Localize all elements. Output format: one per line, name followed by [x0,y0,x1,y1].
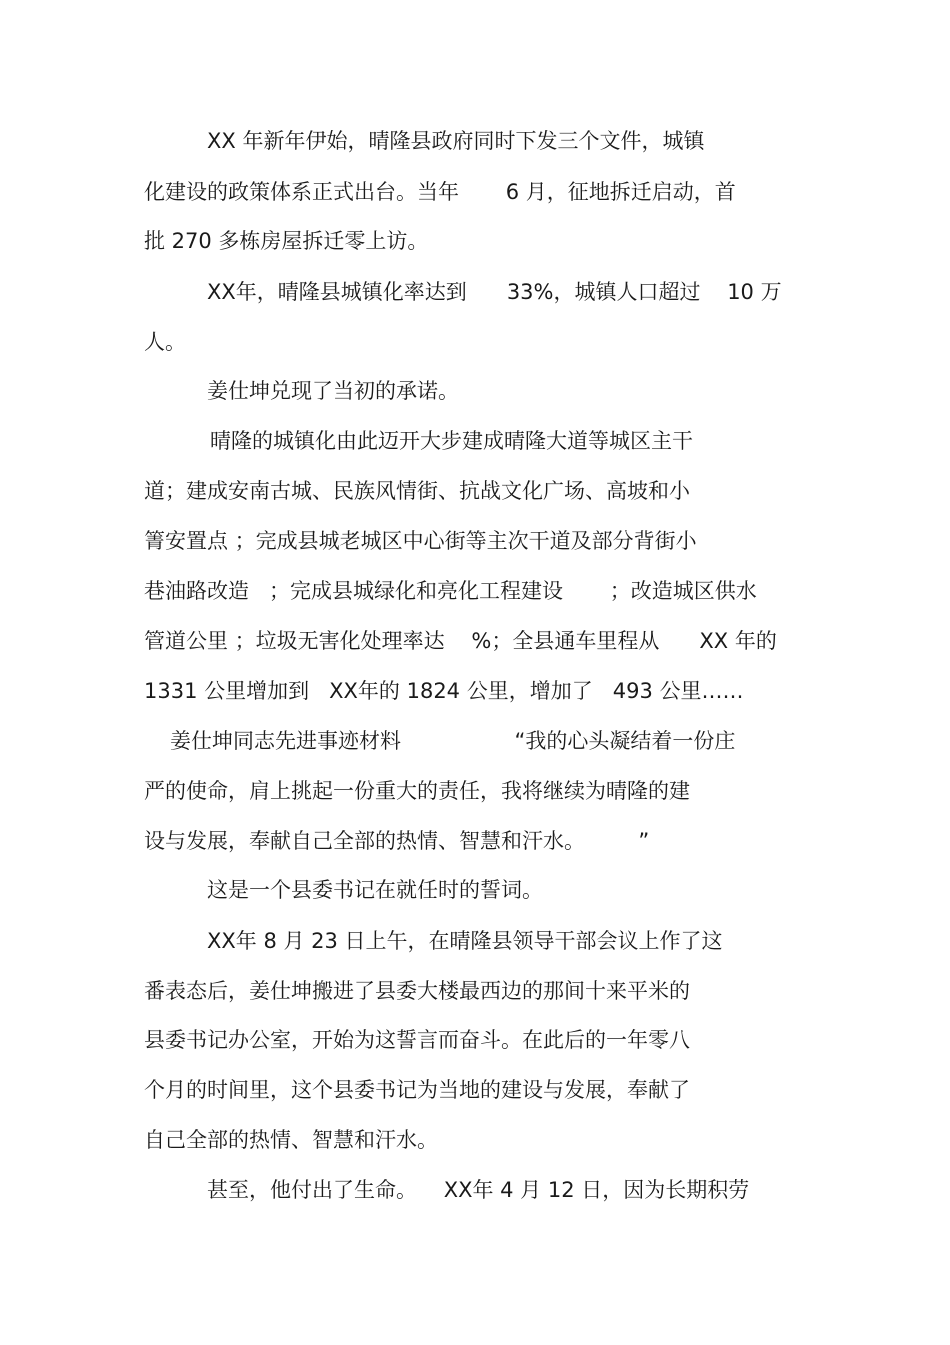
text-line-8: 道；建成安南古城、民族风情街、抗战文化广场、高坡和小 [144,479,690,503]
text-line-19: 县委书记办公室，开始为这誓言而奋斗。在此后的一年零八 [144,1028,690,1052]
text-line-5: 人。 [144,330,186,354]
text-line-14: 严的使命，肩上挑起一份重大的责任，我将继续为晴隆的建 [144,779,690,803]
text-line-3: 批 270 多栋房屋拆迁零上访。 [144,229,429,253]
text-line-17: XX年 8 月 23 日上午，在晴隆县领导干部会议上作了这 [207,929,723,953]
text-line-1: XX 年新年伊始，晴隆县政府同时下发三个文件，城镇 [207,129,705,153]
text-line-22: 甚至，他付出了生命。 XX年 4 月 12 日，因为长期积劳 [207,1178,750,1202]
text-line-12: 1331 公里增加到 XX年的 1824 公里，增加了 493 公里…… [144,679,744,703]
text-line-16: 这是一个县委书记在就任时的誓词。 [207,878,543,902]
text-line-10: 巷油路改造 ；完成县城绿化和亮化工程建设 ；改造城区供水 [144,579,757,603]
text-line-11: 管道公里 ；垃圾无害化处理率达 %；全县通车里程从 XX 年的 [144,629,777,653]
text-line-13: 姜仕坤同志先进事迹材料 “我的心头凝结着一份庄 [170,729,736,753]
text-line-15: 设与发展，奉献自己全部的热情、智慧和汗水。 ” [144,829,650,853]
text-line-21: 自己全部的热情、智慧和汗水。 [144,1128,438,1152]
text-line-18: 番表态后，姜仕坤搬进了县委大楼最西边的那间十来平米的 [144,979,690,1003]
text-line-6: 姜仕坤兑现了当初的承诺。 [207,379,459,403]
text-line-7: 晴隆的城镇化由此迈开大步建成晴隆大道等城区主干 [210,429,693,453]
text-line-2: 化建设的政策体系正式出台。当年 6 月，征地拆迁启动，首 [144,180,736,204]
text-line-4: XX年，晴隆县城镇化率达到 33%，城镇人口超过 10 万 [207,280,782,304]
text-line-20: 个月的时间里，这个县委书记为当地的建设与发展，奉献了 [144,1078,690,1102]
text-line-9: 箐安置点 ；完成县城老城区中心街等主次干道及部分背街小 [144,529,697,553]
